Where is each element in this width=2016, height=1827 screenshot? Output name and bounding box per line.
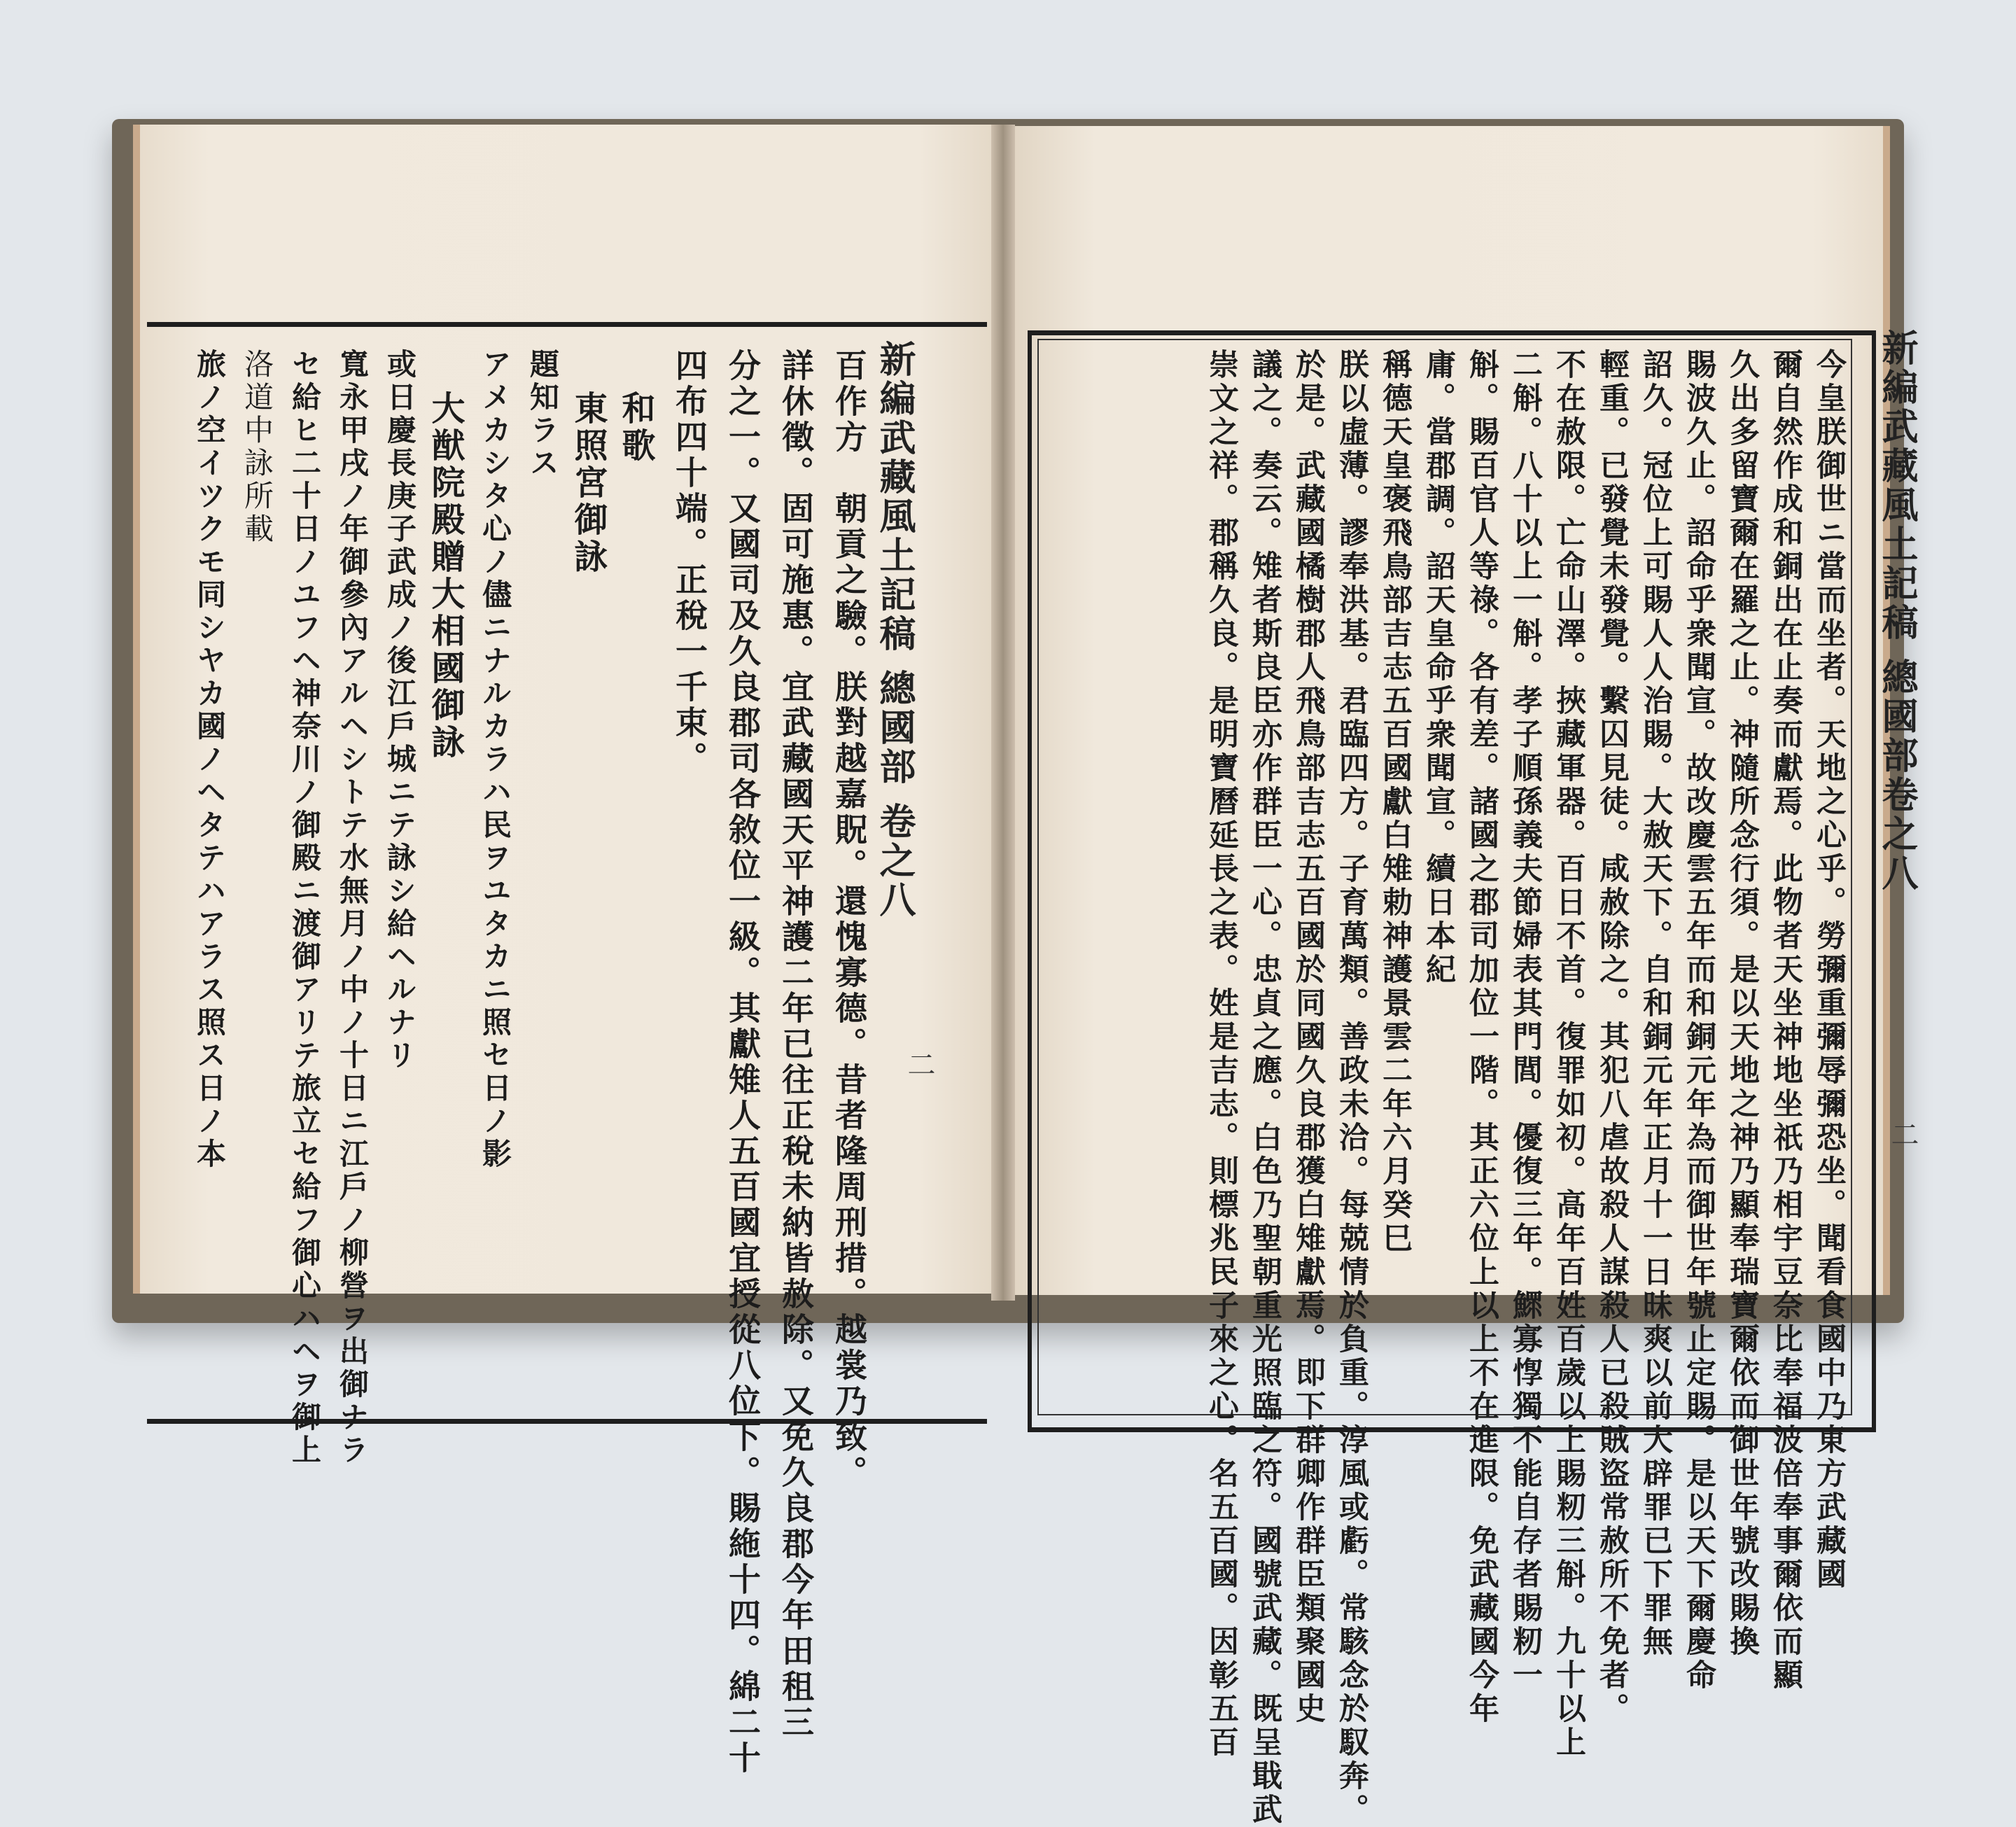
text-column: 朕以虛薄。謬奉洪基。君臨四方。子育萬類。善政未洽。每兢情於負重。淳風或虧。常駭念於馭奔。 — [1334, 349, 1369, 1827]
left-running-title — [868, 340, 920, 920]
right-page-text — [1050, 349, 1848, 1827]
left-header-volume: 卷之八 — [873, 802, 916, 920]
text-note: 洛道中詠所載 — [240, 349, 274, 546]
text-column: 崇文之祥。郡稱久良。是明寶曆延長之表。姓是吉志。則標兆民子來之心。名五百國。因彰五百 — [1204, 349, 1239, 1760]
poem-text: 旅ノ空イツクモ同シヤカ國ノヘタテハアラス照ス日ノ本 — [192, 349, 227, 1171]
text-column: 議之。奏云。雉者斯良臣亦作群臣一心。忠貞之應。白色乃聖朝重光照臨之符。國號武藏。既呈戢武 — [1247, 349, 1282, 1827]
text-column: 題知ラス — [526, 349, 560, 480]
left-folio: 二 — [903, 1050, 935, 1078]
text-column: 詔久。冠位上可賜人人治賜。大赦天下。自和銅元年正月十一日昧爽以前大辟罪已下罪無 — [1638, 349, 1673, 1659]
left-page-text — [162, 349, 869, 1777]
left-header-title: 新編武藏風土記稿 — [873, 340, 916, 654]
text-column: 寬永甲戌ノ年御參內アルヘシトテ水無月ノ中ノ十日ニ江戶ノ柳營ヲ出御ナラ — [335, 349, 370, 1467]
text-column: 斛。賜百官人等祿。各有差。諸國之郡司加位一階。其正六位上以上不在進限。免武藏國今年 — [1464, 349, 1499, 1726]
section-heading: 和歌 — [616, 391, 655, 465]
text-column: 或日慶長庚子武成ノ後江戶城ニテ詠シ給ヘルナリ — [383, 349, 417, 1072]
left-header-subtitle: 總國部 — [873, 669, 916, 788]
poem-heading: 大猷院殿贈大相國御詠 — [426, 391, 465, 762]
right-header-subtitle: 總國部卷之八 — [1875, 658, 1918, 894]
right-folio: 二 — [1886, 1120, 1919, 1148]
right-running-title — [1870, 329, 1923, 893]
text-column: 庸。當郡調。詔天皇命乎衆聞宣。續日本紀 — [1421, 349, 1456, 987]
text-column: 分之一。又國司及久良郡司各敘位一級。其獻雉人五百國宜授從八位下。賜絁十四。綿二十 — [724, 349, 762, 1777]
text-column: 於是。武藏國橘樹郡人飛鳥部吉志五百國於同國久良郡獲白雉獻焉。即下群卿作群臣類聚國史 — [1291, 349, 1326, 1726]
text-column: 二斛。八十以上一斛。孝子順孫義夫節婦表其門閭。優復三年。鰥寡惸獨不能自存者賜籾一 — [1508, 349, 1543, 1693]
text-column: 爾自然作成和銅出在止奏而獻焉。此物者天坐神地坐祇乃相宇豆奈比奉福波倍奉事爾依而顯 — [1768, 349, 1803, 1693]
right-header-title: 新編武藏風土記稿 — [1875, 329, 1918, 643]
text-column: 四布四十端。正稅一千束。 — [671, 349, 708, 777]
text-column: 久出多留寶爾在羅之止。神隨所念行須。是以天地之神乃顯奉瑞寶爾依而御世年號改賜換 — [1725, 349, 1760, 1659]
text-column: 賜波久止。詔命乎衆聞宣。故改慶雲五年而和銅元年為而御世年號止定賜。是以天下爾慶命 — [1681, 349, 1716, 1693]
text-column: 百作方 朝貢之驗。朕對越嘉貺。還愧寡德。昔者隆周刑措。越裳乃致。 — [830, 349, 868, 1491]
poem-heading: 東照宮御詠 — [568, 391, 608, 576]
text-column: セ給ヒ二十日ノユフヘ神奈川ノ御殿ニ渡御アリテ旅立セ給フ御心ハヘヲ御上 — [288, 349, 322, 1467]
text-column: 今皇朕御世ニ當而坐者。天地之心乎。勞彌重彌辱彌恐坐。聞看食國中乃東方武藏國 — [1812, 349, 1847, 1592]
text-column: 不在赦限。亡命山澤。挾藏軍器。百日不首。復罪如初。高年百姓百歲以上賜籾三斛。九十以上 — [1551, 349, 1586, 1760]
poem-text: アメカシタ心ノ儘ニナルカラハ民ヲユタカニ照セ日ノ影 — [478, 349, 512, 1171]
book-gutter — [991, 125, 1015, 1301]
text-column: 詳休徵。固可施惠。宜武藏國天平神護二年已往正稅未納皆赦除。又免久良郡今年田租三 — [777, 349, 815, 1741]
text-column: 稱德天皇褒飛鳥部吉志五百國獻白雉勅神護景雲二年六月癸巳 — [1378, 349, 1413, 1256]
text-column: 輕重。已發覺未發覺。繫囚見徒。咸赦除之。其犯八虐故殺人謀殺人已殺賊盜常赦所不免者。 — [1595, 349, 1630, 1726]
